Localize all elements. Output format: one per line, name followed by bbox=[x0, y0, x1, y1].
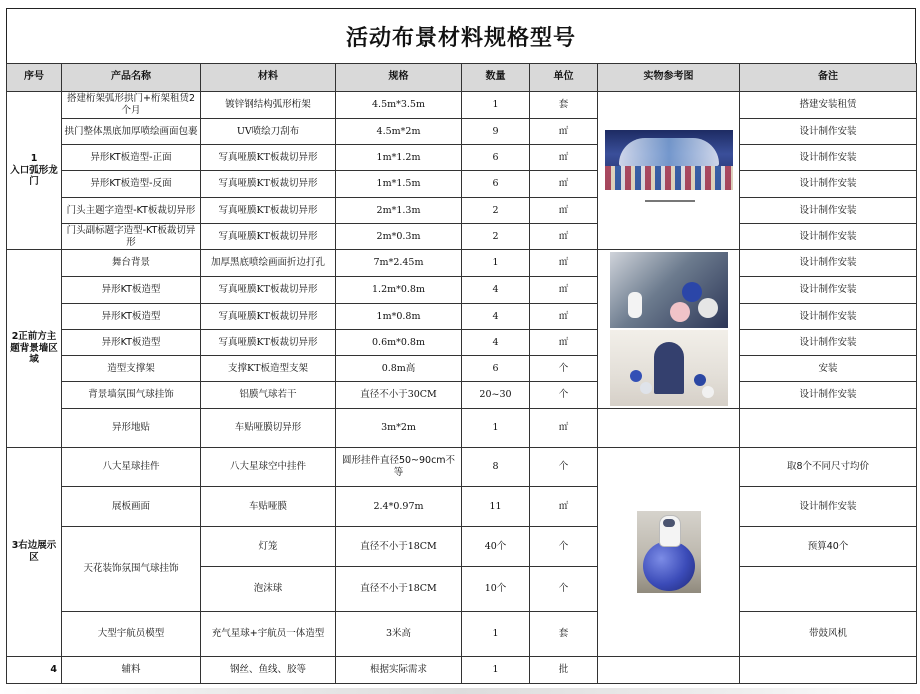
empty-photo-cell bbox=[598, 657, 740, 684]
qty: 20~30 bbox=[462, 382, 530, 409]
product-name: 门头主题字造型-KT板裁切异形 bbox=[62, 198, 201, 224]
material: 八大星球空中挂件 bbox=[201, 448, 336, 487]
table-row bbox=[7, 356, 917, 382]
product-name: 异形KT板造型-正面 bbox=[62, 145, 201, 171]
spec: 4.5m*2m bbox=[336, 119, 462, 145]
qty: 4 bbox=[462, 277, 530, 304]
spec: 3米高 bbox=[336, 612, 462, 657]
material: 写真哑膜KT板裁切异形 bbox=[201, 171, 336, 198]
material: 写真哑膜KT板裁切异形 bbox=[201, 277, 336, 304]
qty: 10个 bbox=[462, 567, 530, 612]
spec: 1.2m*0.8m bbox=[336, 277, 462, 304]
note: 带鼓风机 bbox=[740, 612, 917, 657]
material: 充气星球+宇航员一体造型 bbox=[201, 612, 336, 657]
unit: ㎡ bbox=[530, 409, 598, 448]
unit: 个 bbox=[530, 448, 598, 487]
sheet-title: 活动布景材料规格型号 bbox=[6, 8, 916, 63]
spec: 根据实际需求 bbox=[336, 657, 462, 684]
qty: 1 bbox=[462, 657, 530, 684]
gate-reference-photo bbox=[605, 130, 733, 212]
unit: ㎡ bbox=[530, 119, 598, 145]
unit: ㎡ bbox=[530, 487, 598, 527]
qty: 11 bbox=[462, 487, 530, 527]
material: 车贴哑膜切异形 bbox=[201, 409, 336, 448]
col-header-note: 备注 bbox=[740, 64, 917, 92]
spec: 2m*0.3m bbox=[336, 224, 462, 250]
note: 预算40个 bbox=[740, 527, 917, 567]
product-name: 辅料 bbox=[62, 657, 201, 684]
col-header-material: 材料 bbox=[201, 64, 336, 92]
note: 取8个不同尺寸均价 bbox=[740, 448, 917, 487]
product-name: 展板画面 bbox=[62, 487, 201, 527]
note bbox=[740, 567, 917, 612]
table-row bbox=[7, 330, 917, 356]
spec: 1m*0.8m bbox=[336, 304, 462, 330]
spec: 直径不小于18CM bbox=[336, 567, 462, 612]
qty: 1 bbox=[462, 250, 530, 277]
cropped-next-row bbox=[0, 688, 920, 694]
unit: ㎡ bbox=[530, 171, 598, 198]
material: 加厚黑底喷绘画面折边打孔 bbox=[201, 250, 336, 277]
product-name: 异形地贴 bbox=[62, 409, 201, 448]
product-name: 搭建桁架弧形拱门+桁架租赁2个月 bbox=[62, 92, 201, 119]
qty: 6 bbox=[462, 171, 530, 198]
product-name: 背景墙氛围气球挂饰 bbox=[62, 382, 201, 409]
materials-table bbox=[6, 63, 917, 684]
note: 设计制作安装 bbox=[740, 304, 917, 330]
table-row bbox=[7, 657, 917, 684]
qty: 4 bbox=[462, 304, 530, 330]
empty-photo-cell bbox=[598, 409, 740, 448]
note: 设计制作安装 bbox=[740, 487, 917, 527]
qty: 6 bbox=[462, 356, 530, 382]
qty: 1 bbox=[462, 612, 530, 657]
col-header-product: 产品名称 bbox=[62, 64, 201, 92]
product-name: 舞台背景 bbox=[62, 250, 201, 277]
table-row bbox=[7, 382, 917, 409]
unit: ㎡ bbox=[530, 145, 598, 171]
unit: ㎡ bbox=[530, 330, 598, 356]
material: 写真哑膜KT板裁切异形 bbox=[201, 224, 336, 250]
table-row bbox=[7, 448, 917, 487]
spec: 1m*1.2m bbox=[336, 145, 462, 171]
note: 设计制作安装 bbox=[740, 198, 917, 224]
table-row bbox=[7, 277, 917, 304]
spec: 0.6m*0.8m bbox=[336, 330, 462, 356]
material: 铝膜气球若干 bbox=[201, 382, 336, 409]
unit: ㎡ bbox=[530, 277, 598, 304]
reference-photo-cell bbox=[598, 92, 740, 250]
spec: 7m*2.45m bbox=[336, 250, 462, 277]
note: 设计制作安装 bbox=[740, 145, 917, 171]
unit: ㎡ bbox=[530, 198, 598, 224]
qty: 8 bbox=[462, 448, 530, 487]
col-header-index: 序号 bbox=[7, 64, 62, 92]
qty: 1 bbox=[462, 92, 530, 119]
table-row bbox=[7, 119, 917, 145]
product-name: 天花装饰氛围气球挂饰 bbox=[62, 527, 201, 612]
unit: 个 bbox=[530, 356, 598, 382]
material: 写真哑膜KT板裁切异形 bbox=[201, 330, 336, 356]
col-header-qty: 数量 bbox=[462, 64, 530, 92]
astronaut-reference-photo bbox=[637, 511, 701, 593]
material: 泡沫球 bbox=[201, 567, 336, 612]
material: 车贴哑膜 bbox=[201, 487, 336, 527]
product-name: 门头副标题字造型-KT板裁切异形 bbox=[62, 224, 201, 250]
material: 写真哑膜KT板裁切异形 bbox=[201, 145, 336, 171]
table-row bbox=[7, 612, 917, 657]
unit: 个 bbox=[530, 527, 598, 567]
spec: 直径不小于18CM bbox=[336, 527, 462, 567]
section-label: 1 入口弧形龙门 bbox=[7, 92, 62, 250]
unit: ㎡ bbox=[530, 224, 598, 250]
note bbox=[740, 657, 917, 684]
product-name: 异形KT板造型 bbox=[62, 330, 201, 356]
material: 灯笼 bbox=[201, 527, 336, 567]
spreadsheet bbox=[6, 8, 916, 684]
product-name: 拱门整体黑底加厚喷绘画面包裹 bbox=[62, 119, 201, 145]
note: 设计制作安装 bbox=[740, 382, 917, 409]
unit: 套 bbox=[530, 92, 598, 119]
table-row bbox=[7, 409, 917, 448]
qty: 2 bbox=[462, 224, 530, 250]
note: 安装 bbox=[740, 356, 917, 382]
material: 钢丝、鱼线、胶等 bbox=[201, 657, 336, 684]
spec: 圆形挂件直径50~90cm不等 bbox=[336, 448, 462, 487]
material: UV喷绘刀刮布 bbox=[201, 119, 336, 145]
unit: 个 bbox=[530, 567, 598, 612]
product-name: 八大星球挂件 bbox=[62, 448, 201, 487]
qty: 9 bbox=[462, 119, 530, 145]
material: 支撑KT板造型支架 bbox=[201, 356, 336, 382]
qty: 1 bbox=[462, 409, 530, 448]
qty: 6 bbox=[462, 145, 530, 171]
unit: 套 bbox=[530, 612, 598, 657]
product-name: 大型宇航员模型 bbox=[62, 612, 201, 657]
product-name: 异形KT板造型 bbox=[62, 277, 201, 304]
section-label: 2正前方主题背景墙区域 bbox=[7, 250, 62, 448]
spec: 0.8m高 bbox=[336, 356, 462, 382]
reference-photo-cell bbox=[598, 448, 740, 657]
spec: 2.4*0.97m bbox=[336, 487, 462, 527]
section-label: 4 bbox=[7, 657, 62, 684]
col-header-photo: 实物参考图 bbox=[598, 64, 740, 92]
material: 镀锌钢结构弧形桁架 bbox=[201, 92, 336, 119]
unit: 批 bbox=[530, 657, 598, 684]
material: 写真哑膜KT板裁切异形 bbox=[201, 198, 336, 224]
spec: 4.5m*3.5m bbox=[336, 92, 462, 119]
note: 设计制作安装 bbox=[740, 171, 917, 198]
table-row bbox=[7, 198, 917, 224]
material: 写真哑膜KT板裁切异形 bbox=[201, 304, 336, 330]
spec: 2m*1.3m bbox=[336, 198, 462, 224]
note bbox=[740, 409, 917, 448]
table-row bbox=[7, 250, 917, 277]
note: 设计制作安装 bbox=[740, 119, 917, 145]
reference-photo-cell bbox=[598, 250, 740, 409]
qty: 40个 bbox=[462, 527, 530, 567]
header-row bbox=[7, 64, 917, 92]
table-row bbox=[7, 92, 917, 119]
product-name: 异形KT板造型 bbox=[62, 304, 201, 330]
backdrop-reference-photo bbox=[610, 252, 728, 328]
note: 设计制作安装 bbox=[740, 250, 917, 277]
table-row bbox=[7, 224, 917, 250]
note: 设计制作安装 bbox=[740, 224, 917, 250]
spec: 直径不小于30CM bbox=[336, 382, 462, 409]
unit: ㎡ bbox=[530, 304, 598, 330]
product-name: 异形KT板造型-反面 bbox=[62, 171, 201, 198]
table-row bbox=[7, 145, 917, 171]
col-header-spec: 规格 bbox=[336, 64, 462, 92]
unit: ㎡ bbox=[530, 250, 598, 277]
table-row bbox=[7, 171, 917, 198]
note: 搭建安装租赁 bbox=[740, 92, 917, 119]
unit: 个 bbox=[530, 382, 598, 409]
backdrop-reference-photo-2 bbox=[610, 330, 728, 406]
spec: 1m*1.5m bbox=[336, 171, 462, 198]
qty: 2 bbox=[462, 198, 530, 224]
spec: 3m*2m bbox=[336, 409, 462, 448]
note: 设计制作安装 bbox=[740, 277, 917, 304]
table-row bbox=[7, 304, 917, 330]
qty: 4 bbox=[462, 330, 530, 356]
col-header-unit: 单位 bbox=[530, 64, 598, 92]
table-row bbox=[7, 527, 917, 567]
note: 设计制作安装 bbox=[740, 330, 917, 356]
section-label: 3右边展示区 bbox=[7, 448, 62, 657]
table-row bbox=[7, 487, 917, 527]
product-name: 造型支撑架 bbox=[62, 356, 201, 382]
